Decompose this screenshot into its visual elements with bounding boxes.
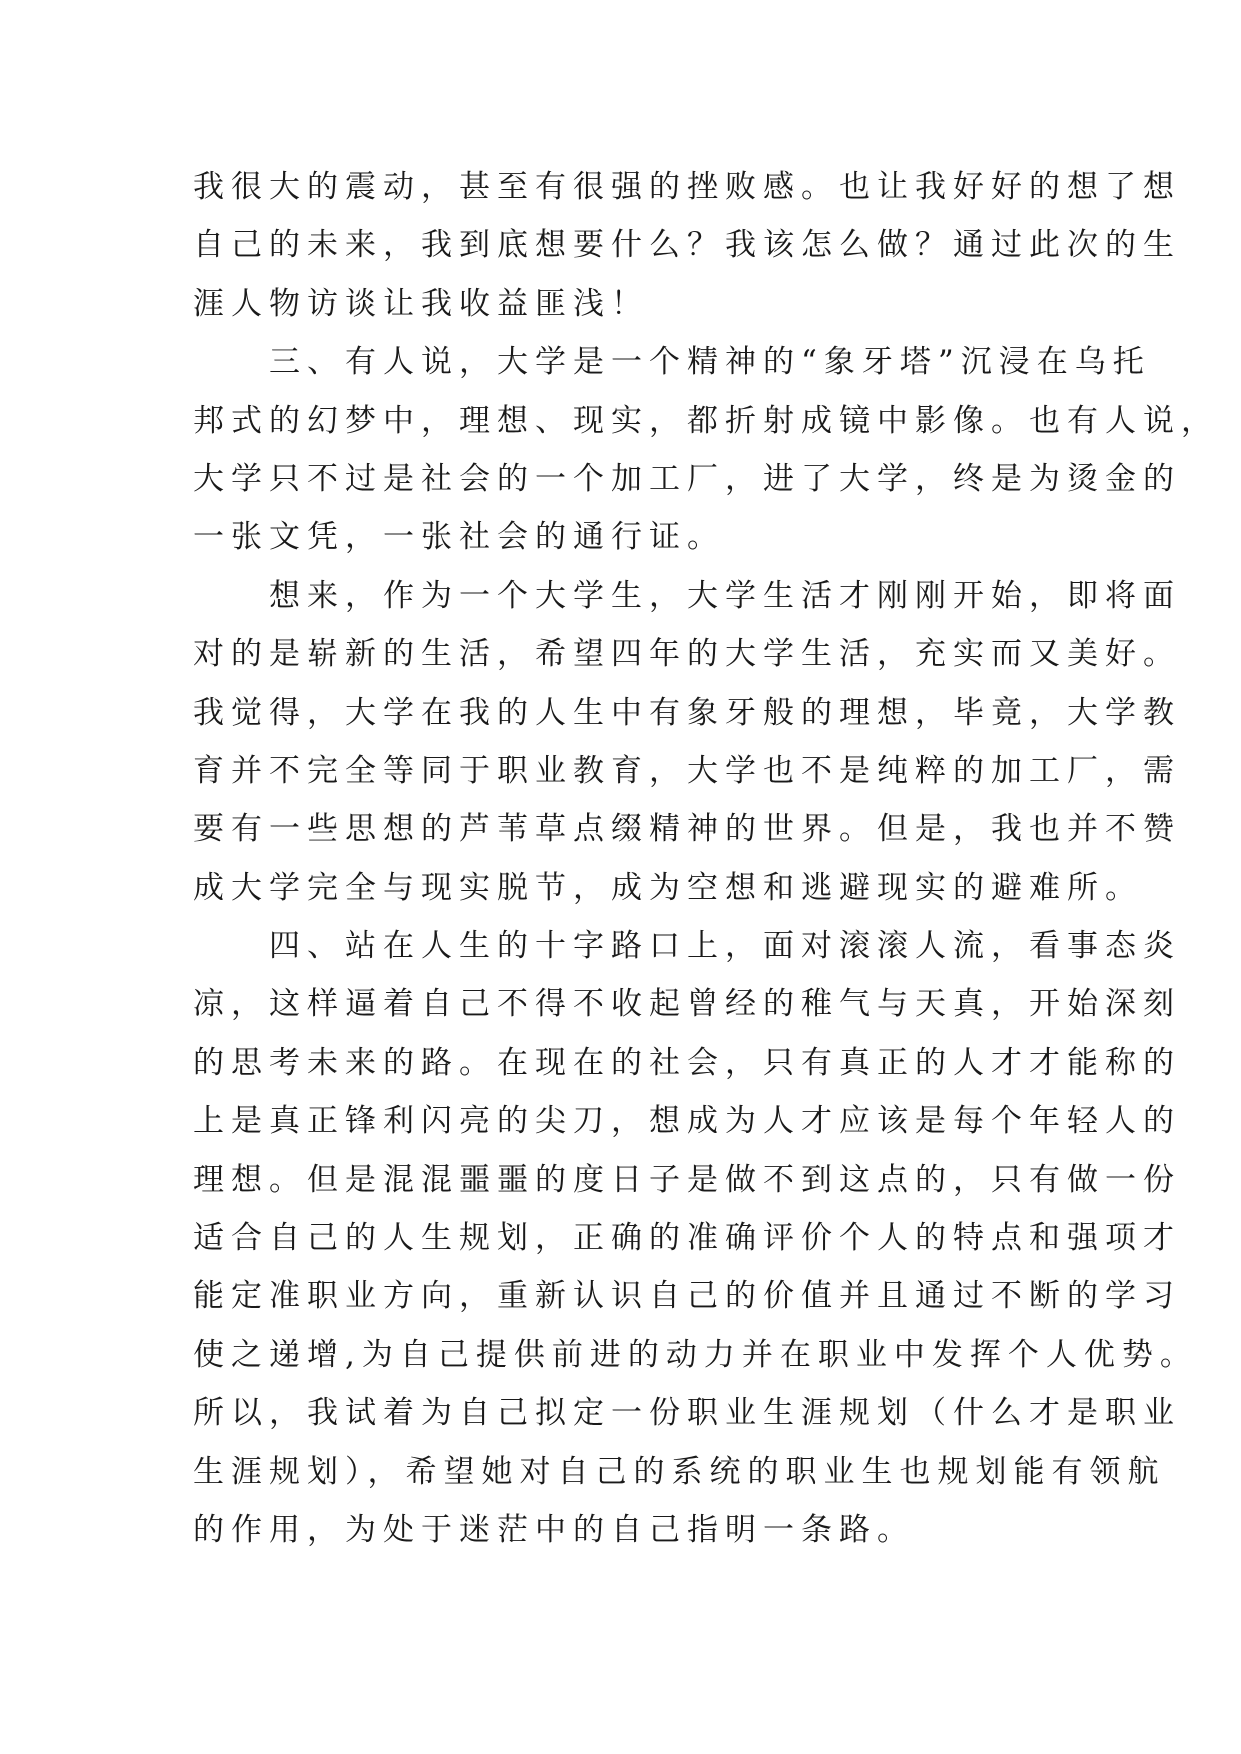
- text-line: 涯人物访谈让我收益匪浅！: [193, 285, 649, 322]
- text-line: 育并不完全等同于职业教育，大学也不是纯粹的加工厂，需: [193, 752, 1181, 789]
- text-line: 理想。但是混混噩噩的度日子是做不到这点的，只有做一份: [193, 1161, 1181, 1198]
- text-line: 成大学完全与现实脱节，成为空想和逃避现实的避难所。: [193, 869, 1143, 906]
- text-line: 凉，这样逼着自己不得不收起曾经的稚气与天真，开始深刻: [193, 986, 1181, 1023]
- text-line: 所以，我试着为自己拟定一份职业生涯规划（什么才是职业: [193, 1395, 1181, 1432]
- paragraph-first-line: 三、有人说，大学是一个精神的“象牙塔”沉浸在乌托: [269, 344, 1151, 381]
- document-body: [193, 158, 1219, 1559]
- text-line: 的作用，为处于迷茫中的自己指明一条路。: [193, 1511, 915, 1548]
- text-line: 自己的未来，我到底想要什么？我该怎么做？通过此次的生: [193, 227, 1181, 264]
- text-line: 要有一些思想的芦苇草点缀精神的世界。但是，我也并不赞: [193, 811, 1181, 848]
- text-line: 能定准职业方向，重新认识自己的价值并且通过不断的学习: [193, 1278, 1181, 1315]
- text-line: 我很大的震动，甚至有很强的挫败感。也让我好好的想了想: [193, 169, 1181, 205]
- text-line: 上是真正锋利闪亮的尖刀，想成为人才应该是每个年轻人的: [193, 1103, 1181, 1140]
- text-line: 的思考未来的路。在现在的社会，只有真正的人才才能称的: [193, 1044, 1181, 1081]
- text-line: 邦式的幻梦中，理想、现实，都折射成镜中影像。也有人说，: [193, 402, 1219, 439]
- text-line: 对的是崭新的生活，希望四年的大学生活，充实而又美好。: [193, 636, 1181, 673]
- text-line: 我觉得，大学在我的人生中有象牙般的理想，毕竟，大学教: [193, 694, 1181, 731]
- text-line: 使之递增,为自己提供前进的动力并在职业中发挥个人优势。: [193, 1336, 1198, 1373]
- paragraph-first-line: 四、站在人生的十字路口上，面对滚滚人流，看事态炎: [269, 928, 1181, 965]
- text-line: 适合自己的人生规划，正确的准确评价个人的特点和强项才: [193, 1220, 1181, 1257]
- paragraph-first-line: 想来，作为一个大学生，大学生活才刚刚开始，即将面: [269, 577, 1181, 614]
- text-line: 一张文凭，一张社会的通行证。: [193, 519, 725, 556]
- text-line: 生涯规划），希望她对自己的系统的职业生也规划能有领航: [193, 1453, 1166, 1490]
- text-line: 大学只不过是社会的一个加工厂，进了大学，终是为烫金的: [193, 460, 1181, 497]
